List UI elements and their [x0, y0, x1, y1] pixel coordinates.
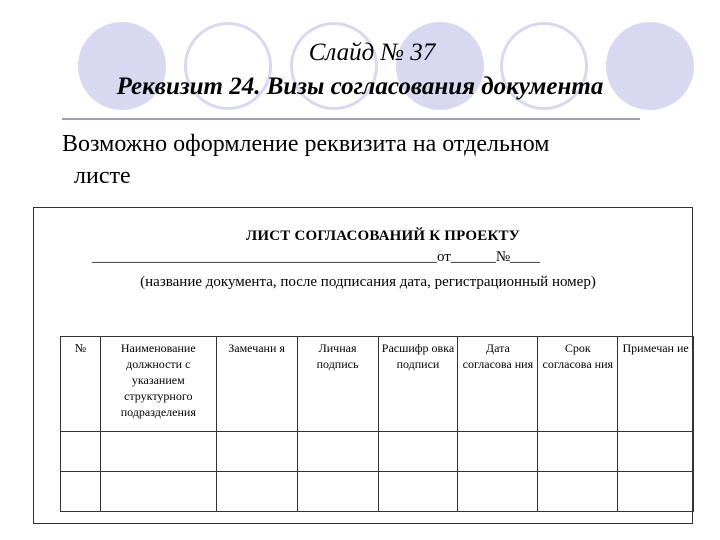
col-signature: Личная подпись — [297, 337, 378, 432]
table-cell — [458, 432, 538, 472]
col-approval-term: Срок согласова ния — [538, 337, 618, 432]
table-cell — [100, 472, 216, 512]
table-cell — [538, 432, 618, 472]
approval-table — [60, 336, 694, 512]
table-cell — [458, 472, 538, 512]
table-cell — [538, 472, 618, 512]
body-line-1: Возможно оформление реквизита на отдельном — [62, 131, 550, 157]
slide-body — [62, 128, 662, 192]
table-cell — [378, 432, 458, 472]
title-divider — [62, 118, 640, 120]
col-note: Примечан ие — [618, 337, 694, 432]
approval-sheet — [33, 207, 693, 524]
table-cell — [297, 472, 378, 512]
col-signature-decoding: Расшифр овка подписи — [378, 337, 458, 432]
table-row — [61, 432, 694, 472]
sheet-heading: ЛИСТ СОГЛАСОВАНИЙ К ПРОЕКТУ — [246, 228, 520, 244]
slide-title — [0, 36, 720, 104]
slide-number: Слайд № 37 — [308, 39, 436, 66]
body-line-2: листе — [74, 163, 131, 189]
document-blank-line: ______________________________________________от______№____ — [92, 249, 541, 265]
sheet-note: (название документа, после подписания дата, регистрационный номер) — [140, 274, 596, 290]
table-cell — [61, 432, 101, 472]
slide-heading: Реквизит 24. Визы согласования документа — [116, 73, 604, 100]
table-cell — [618, 472, 694, 512]
table-row — [61, 472, 694, 512]
col-approval-date: Дата согласова ния — [458, 337, 538, 432]
table-cell — [61, 472, 101, 512]
table-cell — [100, 432, 216, 472]
col-position: Наименование должности с указанием структурного подразделения — [100, 337, 216, 432]
col-remarks: Замечани я — [216, 337, 297, 432]
table-header-row — [61, 337, 694, 432]
table-cell — [297, 432, 378, 472]
table-cell — [216, 472, 297, 512]
table-cell — [216, 432, 297, 472]
col-number: № — [61, 337, 101, 432]
table-cell — [618, 432, 694, 472]
table-cell — [378, 472, 458, 512]
